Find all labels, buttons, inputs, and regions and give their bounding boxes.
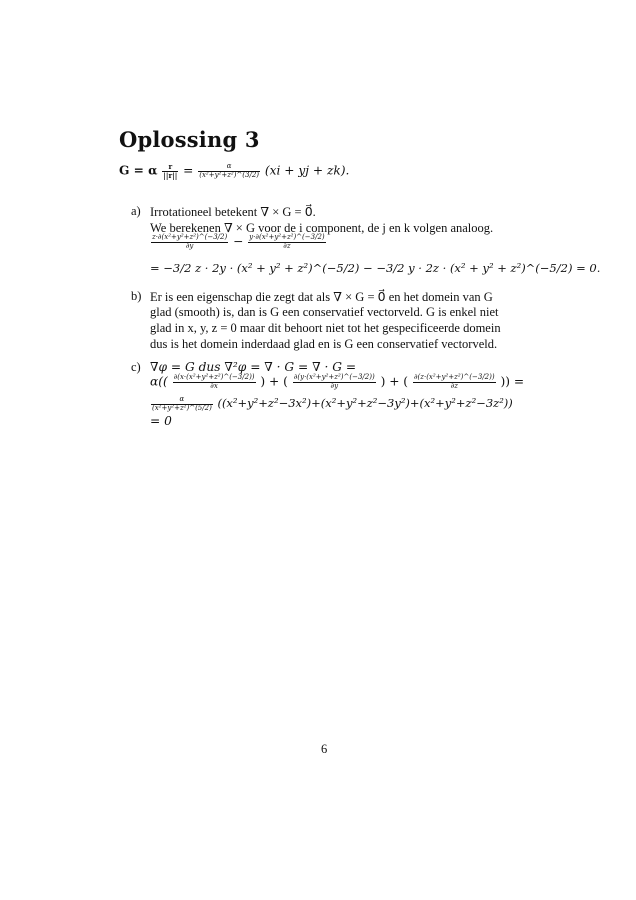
item-c-line-2: α(( $\frac{\text{∂(x·(x²+y²+z²)\textasciicircum{}(−3/2))}}{\partial x}$ ) + ( $\frac{\text{∂(y·(x²+y²+z²)\textasciicircum{}(−3/2))}}{\partial y}$ ) + ( $\frac{\text{∂(z·(x²+y²+z²)\textasciicircum{}(−3/2))}}{\partial z}$ )) = (150, 373, 525, 390)
page-number: 6 (321, 742, 328, 756)
item-b-line-2: glad (smooth) is, dan is G een conservatief vectorveld. G is enkel niet (150, 305, 499, 319)
item-b-line-3: glad in x, y, z = 0 maar dit behoort niet tot het gespecificeerde domein (150, 321, 501, 335)
item-b-line-1: Er is een eigenschap die zegt dat als ∇ × G = 0⃗ en het domein van G (150, 290, 493, 304)
item-c-line-1: ∇φ = G dus ∇²φ = ∇ · G = ∇ · G = (150, 360, 357, 374)
intro-rest: (xi + yj + zk). (264, 163, 350, 178)
item-a-line-2: We berekenen ∇ × G voor de i component, de j en k volgen analoog. (150, 221, 494, 235)
intro-frac-2: $\frac{\alpha}{\text{(x²+y²+z²)\textasciicircum{}(3/2)}}$ (199, 162, 260, 179)
item-c-line-3: $\frac{\alpha}{\text{(x²+y²+z²)\textasciicircum{}(5/2)}}$ ((x²+y²+z²−3x²)+(x²+y²+z²−3y²)+(x²+y²+z²−3z²)) (152, 395, 513, 412)
item-c-line-4: = 0 (150, 414, 172, 428)
item-a-label: a) (131, 204, 141, 218)
section-title: Oplossing 3 (119, 127, 260, 152)
intro-frac-1: $\frac{r}{||r||}$ (163, 162, 178, 180)
item-b-label: b) (131, 289, 142, 303)
item-a-line-4: = −3/2 z · 2y · (x² + y² + z²)^(−5/2) − −3/2 y · 2z · (x² + y² + z²)^(−5/2) = 0. (150, 261, 601, 275)
intro-equation: G = α $\frac{r}{||r||}$ = $\frac{\alpha}{\text{(x²+y²+z²)\textasciicircum{}(3/2)}}$ (xi + yj + zk). (119, 162, 350, 180)
item-a-line-1: Irrotationeel betekent ∇ × G = 0⃗. (150, 205, 316, 219)
item-b-line-4: dus is het domein inderdaad glad en is G een conservatief vectorveld. (150, 337, 498, 351)
item-c-label: c) (131, 360, 141, 374)
item-a-line-3: $\frac{\text{z·∂(x²+y²+z²)\textasciicircum{}(−3/2)}}{\partial y}$ − $\frac{\text{y·∂(x²+y²+z²)\textasciicircum{}(−3/2)}}{\partial z}$ (152, 233, 325, 250)
intro-lhs: G = α (119, 163, 158, 178)
